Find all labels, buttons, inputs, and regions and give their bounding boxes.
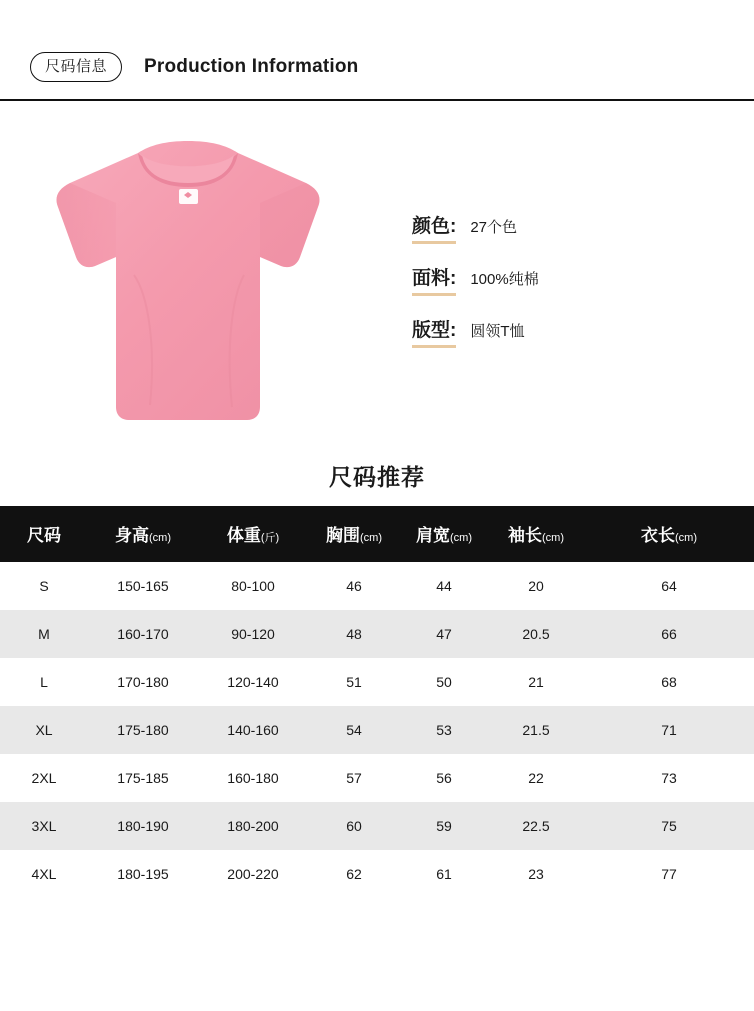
cell-length: 73	[584, 754, 754, 802]
cell-length: 68	[584, 658, 754, 706]
cell-shoulder: 59	[400, 802, 488, 850]
cell-size: 4XL	[0, 850, 88, 898]
cell-height: 175-185	[88, 754, 198, 802]
spec-row-fit	[412, 315, 712, 345]
cell-size: S	[0, 562, 88, 610]
tshirt-image	[38, 125, 338, 435]
cell-shoulder: 53	[400, 706, 488, 754]
spec-row-fabric	[412, 263, 712, 293]
cell-length: 75	[584, 802, 754, 850]
table-row	[0, 610, 754, 658]
spec-label-fit: 版型:	[412, 315, 456, 345]
cell-sleeve: 21.5	[488, 706, 584, 754]
spec-value-fit: 圆领T恤	[470, 323, 525, 340]
cell-size: L	[0, 658, 88, 706]
cell-sleeve: 22	[488, 754, 584, 802]
col-header-height	[88, 506, 198, 562]
cell-shoulder: 44	[400, 562, 488, 610]
cell-weight: 90-120	[198, 610, 308, 658]
table-row	[0, 562, 754, 610]
col-title: 肩宽	[416, 526, 450, 545]
cell-bust: 46	[308, 562, 400, 610]
page-title: Production Information	[144, 56, 359, 77]
cell-size: M	[0, 610, 88, 658]
col-unit: (斤)	[260, 532, 280, 544]
table-row	[0, 802, 754, 850]
spec-row-color	[412, 211, 712, 241]
cell-size: 3XL	[0, 802, 88, 850]
cell-sleeve: 22.5	[488, 802, 584, 850]
table-row	[0, 706, 754, 754]
col-header-sleeve	[488, 506, 584, 562]
cell-bust: 62	[308, 850, 400, 898]
table-row	[0, 658, 754, 706]
size-table-title: 尺码推荐	[329, 464, 425, 490]
spec-value-color: 27个色	[470, 219, 518, 236]
cell-weight: 200-220	[198, 850, 308, 898]
cell-bust: 57	[308, 754, 400, 802]
cell-bust: 54	[308, 706, 400, 754]
col-header-length	[584, 506, 754, 562]
col-header-bust	[308, 506, 400, 562]
cell-sleeve: 20.5	[488, 610, 584, 658]
col-header-size	[0, 506, 88, 562]
spec-label-fabric: 面料:	[412, 263, 456, 293]
col-title: 衣长	[641, 526, 675, 545]
size-table-header-row	[0, 506, 754, 562]
product-specs	[412, 211, 712, 367]
size-table	[0, 506, 754, 898]
col-title: 尺码	[27, 526, 61, 545]
cell-size: XL	[0, 706, 88, 754]
cell-length: 71	[584, 706, 754, 754]
cell-shoulder: 50	[400, 658, 488, 706]
cell-shoulder: 56	[400, 754, 488, 802]
col-unit: (cm)	[675, 532, 697, 544]
col-title: 体重	[226, 526, 261, 545]
cell-bust: 60	[308, 802, 400, 850]
cell-bust: 51	[308, 658, 400, 706]
cell-length: 64	[584, 562, 754, 610]
cell-sleeve: 23	[488, 850, 584, 898]
page-header	[0, 0, 754, 82]
table-row	[0, 754, 754, 802]
cell-shoulder: 47	[400, 610, 488, 658]
table-row	[0, 850, 754, 898]
cell-height: 180-190	[88, 802, 198, 850]
cell-height: 170-180	[88, 658, 198, 706]
col-header-shoulder	[400, 506, 488, 562]
cell-height: 175-180	[88, 706, 198, 754]
cell-height: 180-195	[88, 850, 198, 898]
cell-bust: 48	[308, 610, 400, 658]
cell-sleeve: 21	[488, 658, 584, 706]
col-unit: (cm)	[360, 532, 382, 544]
col-unit: (cm)	[450, 532, 472, 544]
cell-length: 66	[584, 610, 754, 658]
cell-weight: 140-160	[198, 706, 308, 754]
spec-label-color: 颜色:	[412, 211, 456, 241]
cell-shoulder: 61	[400, 850, 488, 898]
cell-weight: 80-100	[198, 562, 308, 610]
cell-weight: 160-180	[198, 754, 308, 802]
col-unit: (cm)	[149, 532, 171, 544]
cell-length: 77	[584, 850, 754, 898]
spec-value-fabric: 100%纯棉	[470, 271, 539, 288]
cell-size: 2XL	[0, 754, 88, 802]
cell-weight: 180-200	[198, 802, 308, 850]
col-title: 袖长	[508, 526, 542, 545]
col-title: 胸围	[326, 526, 360, 545]
col-title: 身高	[115, 526, 149, 545]
cell-sleeve: 20	[488, 562, 584, 610]
cell-weight: 120-140	[198, 658, 308, 706]
cell-height: 160-170	[88, 610, 198, 658]
col-header-weight	[198, 506, 308, 562]
col-unit: (cm)	[542, 532, 564, 544]
size-info-badge: 尺码信息	[30, 52, 122, 82]
cell-height: 150-165	[88, 562, 198, 610]
product-section	[0, 101, 754, 453]
